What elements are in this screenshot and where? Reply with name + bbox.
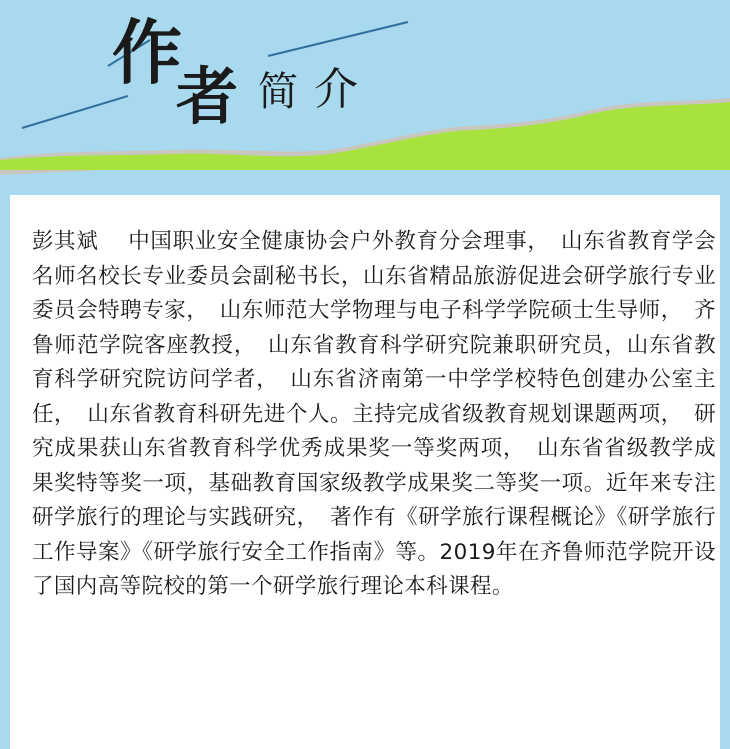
landscape-illustration [0,0,730,195]
title-char-1: 作 [112,12,182,94]
header-banner [0,0,730,195]
bio-panel [10,195,720,749]
title-char-2: 者 [176,60,239,133]
author-bio-text: 彭其斌 中国职业安全健康协会户外教育分会理事， 山东省教育学会名师名校长专业委员会副秘书长，山东省精品旅游促进会研学旅行专业委员会特聘专家， 山东师范大学物理与电子科学学院硕士生导师， 齐鲁师范学院客座教授， 山东省教育科学研究院兼职研究员，山东省教育科学研究院访问学者， 山东省济南第一中学学校特色创建办公室主任， 山东省教育科研先进个人。主持完成省级教育规划课题两项， 研究成果获山东省教育科学优秀成果奖一等奖两项， 山东省省级教学成果奖特等奖一项，基础教育国家级教学成果奖二等奖一项。近年来专注研学旅行的理论与实践研究， 著作有《研学旅行课程概论》《研学旅行工作导案》《研学旅行安全工作指南》等。2019年在齐鲁师范学院开设了国内高等院校的第一个研学旅行理论本科课程。 [32,229,716,599]
title-char-3: 简 [258,69,298,115]
title-char-4: 介 [314,64,358,115]
